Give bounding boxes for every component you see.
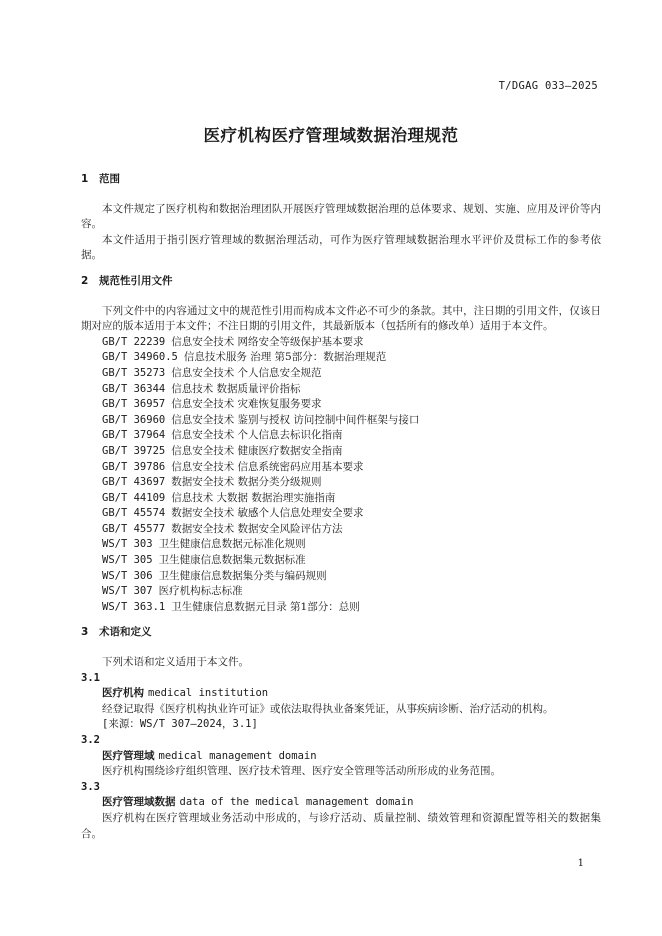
reference-title: 信息安全技术 个人信息去标识化指南 bbox=[171, 429, 343, 442]
references-intro: 下列文件中的内容通过文中的规范性引用而构成本文件必不可少的条款。其中，注日期的引用文件，仅该日期对应的版本适用于本文件；不注日期的引用文件，其最新版本（包括所有的修改单）适用于本文件。 bbox=[81, 304, 601, 333]
term-definition: 医疗机构在医疗管理域业务活动中形成的，与诊疗活动、质量控制、绩效管理和资源配置等相关的数据集合。 bbox=[81, 811, 601, 840]
term-heading bbox=[81, 749, 601, 765]
reference-item bbox=[81, 553, 601, 569]
reference-item bbox=[81, 569, 601, 585]
reference-code: GB/T 45574 bbox=[102, 507, 166, 520]
term-zh: 医疗机构 bbox=[102, 687, 144, 700]
reference-title: 数据安全技术 数据分类分级规则 bbox=[171, 476, 322, 489]
reference-item bbox=[81, 382, 601, 398]
reference-title: 卫生健康信息数据集分类与编码规则 bbox=[158, 569, 327, 582]
term-definition: 经登记取得《医疗机构执业许可证》或依法取得执业备案凭证，从事疾病诊断、治疗活动的机构。 bbox=[102, 702, 554, 715]
reference-code: WS/T 306 bbox=[102, 569, 153, 582]
reference-item bbox=[81, 506, 601, 522]
reference-code: WS/T 363.1 bbox=[102, 600, 166, 613]
term-number: 3.1 bbox=[81, 671, 100, 684]
reference-item bbox=[81, 522, 601, 538]
reference-item bbox=[81, 537, 601, 553]
reference-title: 数据安全技术 敏感个人信息处理安全要求 bbox=[171, 507, 364, 520]
term-en: data of the medical management domain bbox=[179, 796, 414, 809]
reference-title: 信息技术 大数据 数据治理实施指南 bbox=[171, 491, 336, 504]
reference-title: 信息安全技术 网络安全等级保护基本要求 bbox=[171, 335, 364, 348]
scope-paragraph-1: 本文件规定了医疗机构和数据治理团队开展医疗管理域数据治理的总体要求、规划、实施、应用及评价等内容。 bbox=[81, 202, 601, 231]
section-number: 3 bbox=[81, 626, 89, 639]
reference-title: 卫生健康信息数据集元数据标准 bbox=[158, 554, 306, 567]
section-number: 1 bbox=[81, 173, 89, 185]
reference-code: GB/T 39725 bbox=[102, 444, 166, 457]
term-definition: 医疗机构围绕诊疗组织管理、医疗技术管理、医疗安全管理等活动所形成的业务范围。 bbox=[102, 765, 501, 778]
section-1-heading bbox=[81, 172, 601, 188]
term-en: medical institution bbox=[148, 687, 269, 700]
term-heading bbox=[81, 795, 601, 811]
reference-item bbox=[81, 600, 601, 616]
reference-item bbox=[81, 413, 601, 429]
reference-code: GB/T 22239 bbox=[102, 335, 166, 348]
section-title: 规范性引用文件 bbox=[99, 274, 173, 287]
reference-code: GB/T 37964 bbox=[102, 429, 166, 442]
reference-code: GB/T 35273 bbox=[102, 366, 166, 379]
reference-code: WS/T 305 bbox=[102, 554, 153, 567]
reference-item bbox=[81, 491, 601, 507]
reference-title: 信息安全技术 灾难恢复服务要求 bbox=[171, 398, 322, 411]
reference-code: GB/T 45577 bbox=[102, 522, 166, 535]
document-code: T/DGAG 033—2025 bbox=[498, 80, 598, 92]
reference-code: GB/T 36344 bbox=[102, 382, 166, 395]
section-title: 范围 bbox=[99, 173, 120, 185]
reference-title: 数据安全技术 数据安全风险评估方法 bbox=[171, 522, 343, 535]
reference-item bbox=[81, 397, 601, 413]
reference-item bbox=[81, 335, 601, 351]
section-number: 2 bbox=[81, 274, 89, 287]
reference-code: GB/T 36960 bbox=[102, 413, 166, 426]
term-zh: 医疗管理域 bbox=[102, 749, 155, 762]
reference-code: GB/T 34960.5 bbox=[102, 351, 178, 364]
reference-title: 卫生健康信息数据元目录 第1部分：总则 bbox=[171, 600, 360, 613]
reference-item bbox=[81, 366, 601, 382]
term-number: 3.2 bbox=[81, 734, 100, 746]
reference-item bbox=[81, 428, 601, 444]
reference-item bbox=[81, 460, 601, 476]
reference-item bbox=[81, 350, 601, 366]
reference-title: 医疗机构标志标准 bbox=[158, 585, 243, 598]
section-2-heading bbox=[81, 274, 601, 290]
document-title: 医疗机构医疗管理域数据治理规范 bbox=[203, 126, 459, 145]
reference-title: 卫生健康信息数据元标准化规则 bbox=[158, 538, 306, 551]
page-number: 1 bbox=[577, 858, 584, 869]
section-3-heading bbox=[81, 625, 601, 641]
reference-title: 信息技术服务 治理 第5部分：数据治理规范 bbox=[183, 351, 387, 364]
reference-code: GB/T 44109 bbox=[102, 491, 166, 504]
scope-paragraph-2: 本文件适用于指引医疗管理域的数据治理活动，可作为医疗管理域数据治理水平评价及贯标工作的参考依据。 bbox=[81, 233, 601, 262]
term-3-2 bbox=[81, 733, 601, 780]
reference-title: 信息安全技术 健康医疗数据安全指南 bbox=[171, 444, 343, 457]
term-en: medical management domain bbox=[158, 749, 317, 762]
term-number: 3.3 bbox=[81, 780, 100, 793]
reference-list bbox=[81, 335, 601, 616]
reference-code: GB/T 39786 bbox=[102, 460, 166, 473]
reference-title: 信息安全技术 鉴别与授权 访问控制中间件框架与接口 bbox=[171, 413, 420, 426]
reference-item bbox=[81, 584, 601, 600]
reference-title: 信息技术 数据质量评价指标 bbox=[171, 382, 301, 395]
document-body bbox=[81, 172, 601, 842]
reference-code: WS/T 307 bbox=[102, 585, 153, 598]
term-zh: 医疗管理域数据 bbox=[102, 796, 176, 809]
reference-item bbox=[81, 475, 601, 491]
reference-title: 信息安全技术 个人信息安全规范 bbox=[171, 366, 322, 379]
term-3-1 bbox=[81, 671, 601, 733]
terms-intro: 下列术语和定义适用于本文件。 bbox=[102, 656, 249, 669]
reference-code: WS/T 303 bbox=[102, 538, 153, 551]
reference-code: GB/T 43697 bbox=[102, 476, 166, 489]
term-heading bbox=[81, 686, 601, 702]
reference-code: GB/T 36957 bbox=[102, 398, 166, 411]
term-3-3 bbox=[81, 780, 601, 842]
reference-title: 信息安全技术 信息系统密码应用基本要求 bbox=[171, 460, 364, 473]
section-title: 术语和定义 bbox=[99, 626, 152, 639]
term-source: [来源：WS/T 307—2024，3.1] bbox=[102, 718, 258, 731]
reference-item bbox=[81, 444, 601, 460]
